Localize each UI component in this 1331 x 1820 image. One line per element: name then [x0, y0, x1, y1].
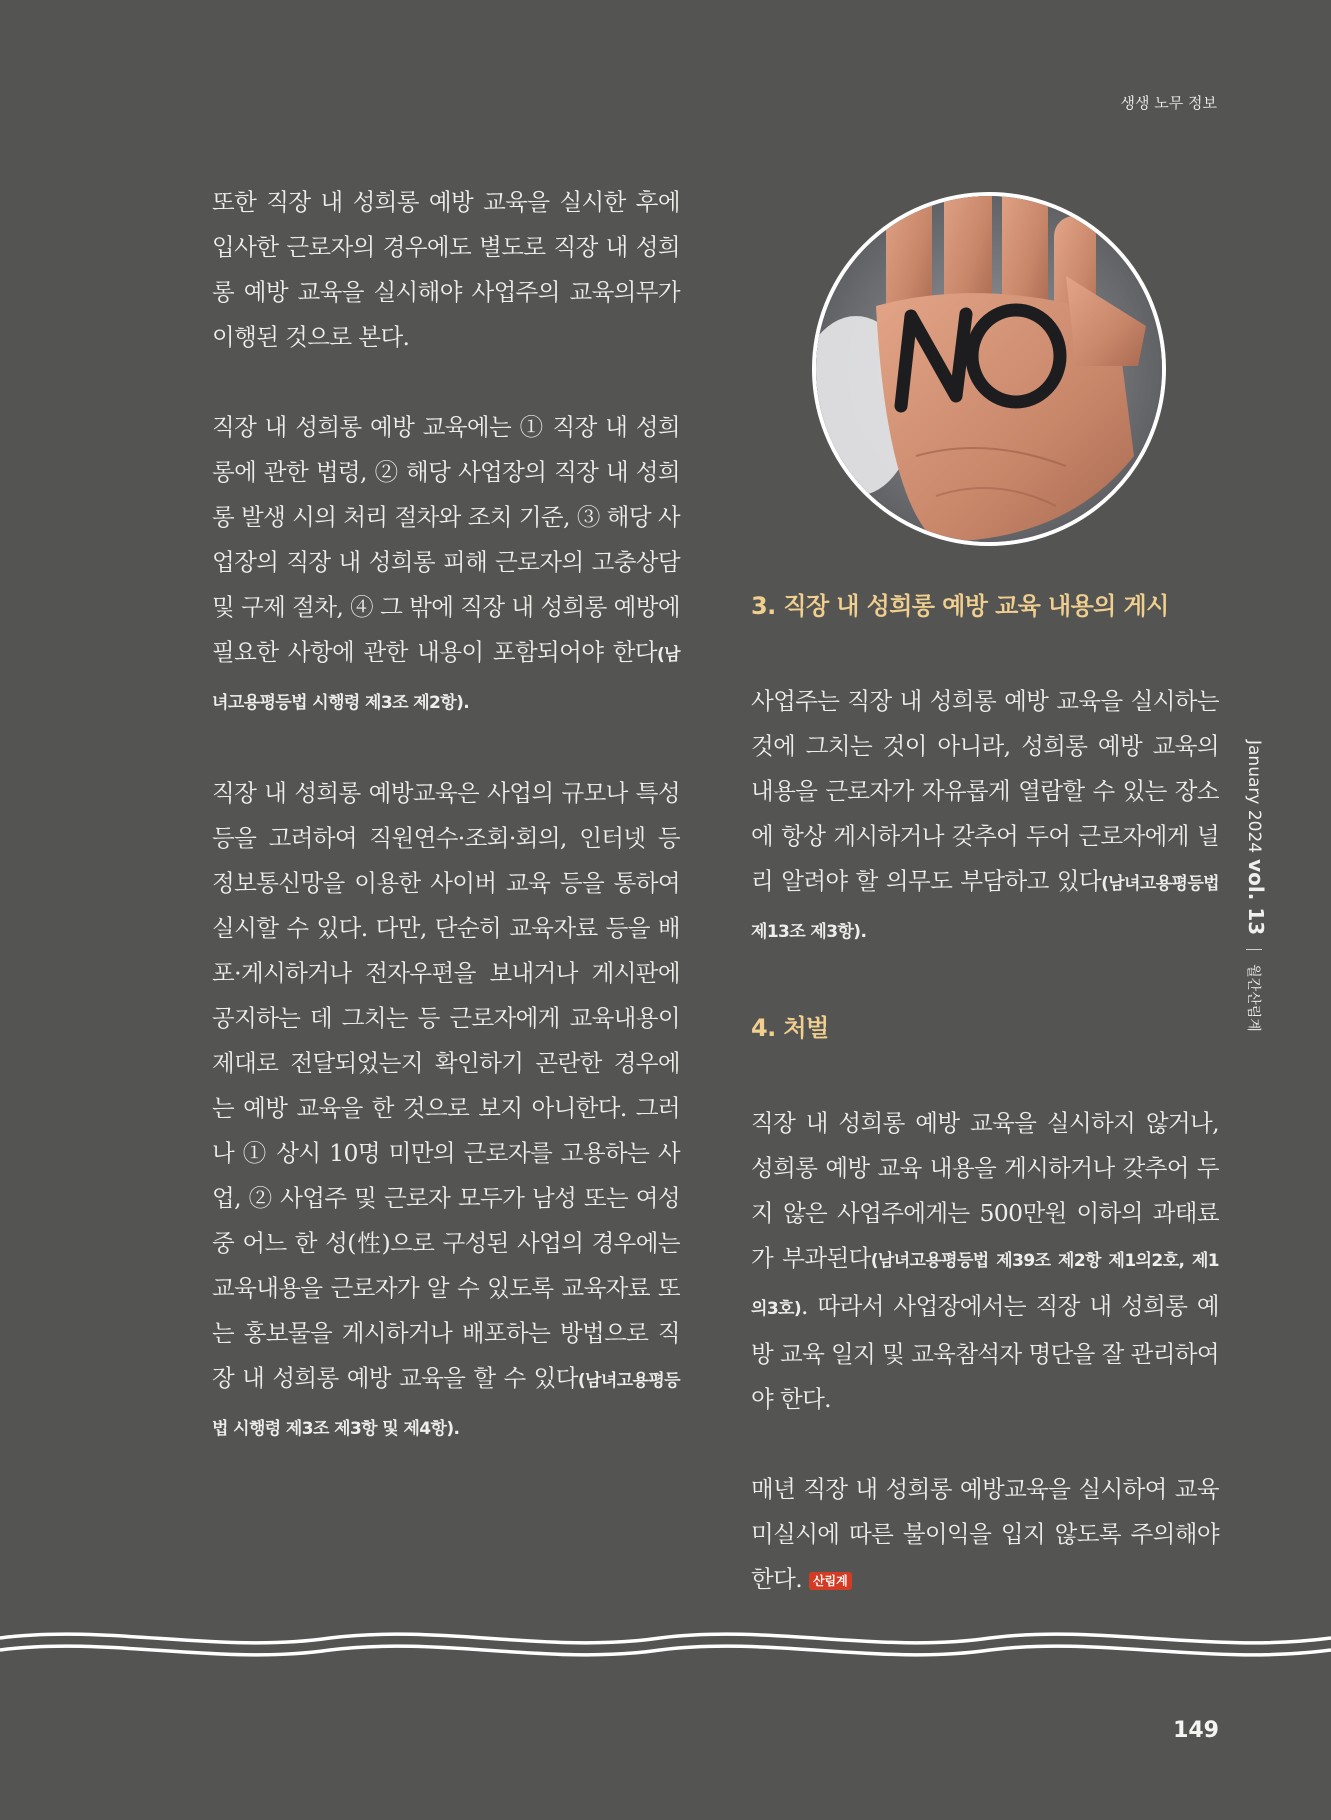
section-label: 생생 노무 정보	[1120, 94, 1217, 112]
paragraph-text: 매년 직장 내 성희롱 예방교육을 실시하여 교육미실시에 따른 불이익을 입지 않도록 주의해야 한다.	[751, 1475, 1219, 1593]
paragraph-text: . 따라서 사업장에서는 직장 내 성희롱 예방 교육 일지 및 교육참석자 명단을 잘 관리하여야 한다.	[751, 1292, 1220, 1413]
end-mark-logo: 산림계	[809, 1572, 852, 1590]
left-column	[212, 180, 680, 1497]
issue-volume: vol. 13	[1244, 859, 1268, 936]
hand-illustration	[816, 196, 1162, 542]
issue-month-year: January 2024	[1244, 740, 1264, 854]
no-hand-photo	[812, 192, 1166, 546]
paragraph	[751, 1467, 1219, 1602]
issue-sidebar	[1244, 740, 1268, 1032]
paragraph-text: 직장 내 성희롱 예방 교육을 실시하지 않거나, 성희롱 예방 교육 내용을 게시하거나 갖추어 두지 않은 사업주에게는 500만원 이하의 과태료가 부과된다	[751, 1109, 1219, 1272]
paragraph	[751, 679, 1219, 955]
paragraph	[751, 1101, 1219, 1422]
section-heading: 3. 직장 내 성희롱 예방 교육 내용의 게시	[751, 592, 1169, 620]
sidebar-divider	[1246, 949, 1262, 950]
section-heading: 4. 처벌	[751, 1014, 829, 1042]
wave-divider	[0, 1620, 1331, 1680]
paragraph: 또한 직장 내 성희롱 예방 교육을 실시한 후에 입사한 근로자의 경우에도 별도로 직장 내 성희롱 예방 교육을 실시해야 사업주의 교육의무가 이행된 것으로 본다.	[212, 188, 680, 351]
paragraph	[212, 405, 680, 726]
paragraph-text: 사업주는 직장 내 성희롱 예방 교육을 실시하는 것에 그치는 것이 아니라, 성희롱 예방 교육의 내용을 근로자가 자유롭게 열람할 수 있는 장소에 항상 게시하거나 갖추어 두어 근로자에게 널리 알려야 할 의무도 부담하고 있다	[751, 687, 1219, 895]
paragraph	[212, 771, 680, 1452]
law-reference: (남녀고용평등법 제13조 제3항).	[751, 874, 1219, 942]
law-reference: (남녀고용평등법 제39조 제2항 제1의2호, 제1의3호)	[751, 1251, 1219, 1319]
magazine-name: 월간산림계	[1245, 964, 1261, 1032]
law-reference: (남녀고용평등법 시행령 제3조 제3항 및 제4항).	[212, 1371, 680, 1439]
paragraph-text: 직장 내 성희롱 예방 교육에는 ① 직장 내 성희롱에 관한 법령, ② 해당 사업장의 직장 내 성희롱 발생 시의 처리 절차와 조치 기준, ③ 해당 사업장의 직장 내 성희롱 피해 근로자의 고충상담 및 구제 절차, ④ 그 밖에 직장 내 성희롱 예방에 필요한 사항에 관한 내용이 포함되어야 한다	[212, 413, 680, 666]
paragraph-text: 직장 내 성희롱 예방교육은 사업의 규모나 특성 등을 고려하여 직원연수·조회·회의, 인터넷 등 정보통신망을 이용한 사이버 교육 등을 통하여 실시할 수 있다. 다만, 단순히 교육자료 등을 배포·게시하거나 전자우편을 보내거나 게시판에 공지하는 데 그치는 등 근로자에게 교육내용이 제대로 전달되었는지 확인하기 곤란한 경우에는 예방 교육을 한 것으로 보지 아니한다. 그러나 ① 상시 10명 미만의 근로자를 고용하는 사업, ② 사업주 및 근로자 모두가 남성 또는 여성 중 어느 한 성(性)으로 구성된 사업의 경우에는 교육내용을 근로자가 알 수 있도록 교육자료 또는 홍보물을 게시하거나 배포하는 방법으로 직장 내 성희롱 예방 교육을 할 수 있다	[212, 779, 680, 1392]
law-reference: (남녀고용평등법 시행령 제3조 제2항).	[212, 645, 680, 713]
page-number: 149	[1173, 1718, 1219, 1743]
right-column	[751, 578, 1219, 1647]
